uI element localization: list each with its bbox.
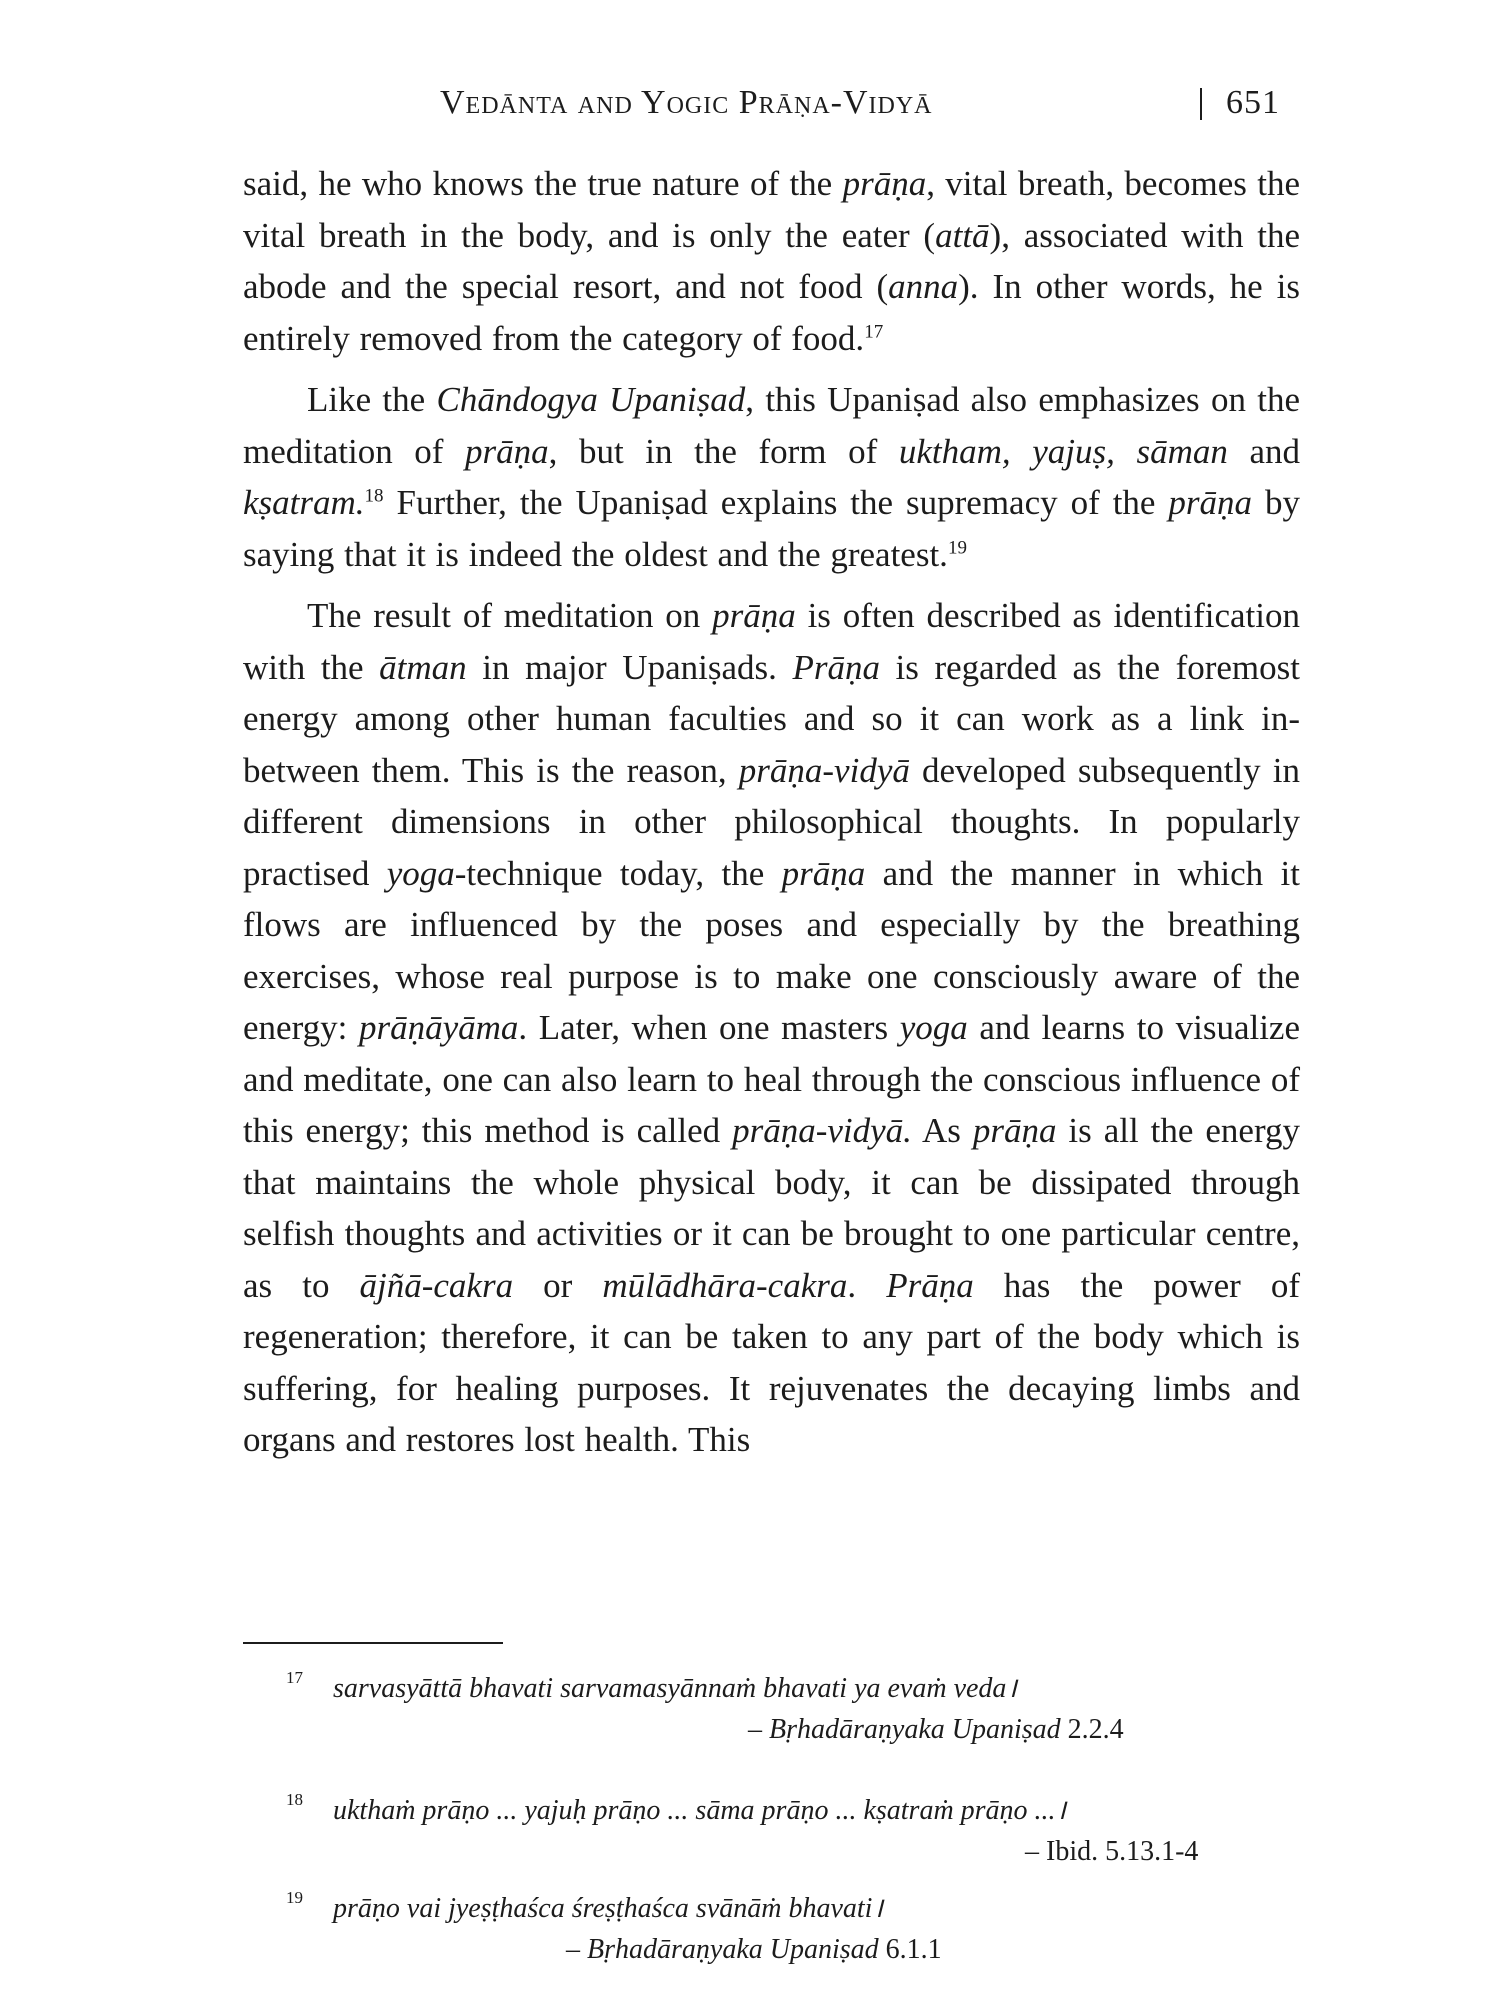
- italic-term: prāṇa: [712, 596, 796, 635]
- italic-term: Prāṇa: [792, 647, 880, 687]
- text-run: is all the energy that maintains the whole physical body, it can be dissipated through selfish thoughts and activities or it can be brought to one particular centre, as to: [243, 1111, 1300, 1305]
- italic-term: prāṇāyāma: [358, 1008, 519, 1047]
- running-title: Vedānta and Yogic Prāṇa-Vidyā: [440, 84, 933, 121]
- italic-term: mūlādhāra-cakra: [602, 1265, 848, 1305]
- text-run: has the power of regeneration; therefore, it can be taken to any part of the body which is suffering, for healing purposes. It rejuvenates the decaying limbs and organs and restores lost health. This: [243, 1265, 1300, 1459]
- italic-term: uktham, yajuṣ, sāman: [898, 431, 1228, 471]
- text-run: and: [1227, 431, 1300, 471]
- header-separator: [1200, 88, 1202, 120]
- footnote-18: [243, 1790, 1243, 1890]
- page-number: 651: [1226, 84, 1280, 121]
- paragraph: [243, 158, 1300, 364]
- footnote-number: 17: [286, 1668, 303, 1687]
- text-run: and the manner in which it flows are influenced by the poses and especially by the breathing exercises, whose real purpose is to make one consciously aware of the energy:: [243, 853, 1301, 1047]
- italic-term: prāṇa: [465, 431, 549, 471]
- italic-term: yoga-: [386, 853, 467, 893]
- italic-term: ātman: [379, 647, 467, 687]
- italic-term: prāṇa: [1168, 483, 1253, 522]
- paragraph: [243, 374, 1300, 580]
- footnote-19: [243, 1888, 1243, 1988]
- footnote-source: – Ibid. 5.13.1-4: [1025, 1836, 1199, 1867]
- text-run: Like the: [307, 380, 437, 419]
- text-run: , but in the form of: [548, 431, 899, 471]
- text-run: , vital breath, becomes the vital breath in the body, and is only the eater (: [243, 164, 1300, 255]
- paragraph: [243, 590, 1300, 1466]
- footnote-verse: prāṇo vai jyeṣṭhaśca śreṣṭhaśca svānāṁ bhavati।: [333, 1893, 884, 1924]
- italic-term: Prāṇa: [886, 1265, 974, 1305]
- italic-term: yoga: [899, 1008, 968, 1047]
- text-run: Further, the Upaniṣad explains the supremacy of the: [383, 483, 1169, 522]
- italic-term: anna: [888, 267, 959, 306]
- running-header: [440, 84, 1280, 134]
- italic-term: kṣatram.: [243, 483, 365, 522]
- text-run: or: [513, 1265, 603, 1305]
- footnote-ref: 18: [364, 485, 384, 507]
- footnote-number: 18: [286, 1790, 303, 1809]
- italic-term: attā: [935, 215, 990, 255]
- text-run: .: [847, 1265, 887, 1305]
- footnote-17: [243, 1668, 1243, 1768]
- footnote-ref: 19: [947, 536, 967, 558]
- footnote-number: 19: [286, 1888, 303, 1907]
- text-run: . Later, when one masters: [518, 1008, 900, 1047]
- italic-term: prāṇa: [842, 164, 927, 203]
- italic-term: prāṇa-vidyā: [738, 750, 910, 790]
- footnote-verse: sarvasyāttā bhavati sarvamasyānnaṁ bhavati ya evaṁ veda।: [333, 1673, 1018, 1704]
- text-run: ), associated with the abode and the special resort, and not food (: [243, 215, 1301, 306]
- footnote-ref: 17: [864, 320, 884, 342]
- text-run: is often described as identification with the: [243, 596, 1300, 687]
- text-run: As: [911, 1111, 973, 1150]
- italic-term: Chāndogya Upaniṣad: [436, 380, 746, 419]
- body-text: [243, 158, 1300, 1476]
- footnote-verse: ukthaṁ prāṇo ... yajuḥ prāṇo ... sāma prāṇo ... kṣatraṁ prāṇo ...।: [333, 1795, 1067, 1826]
- text-run: The result of meditation on: [307, 596, 713, 635]
- text-run: said, he who knows the true nature of the: [243, 164, 843, 203]
- text-run: in major Upaniṣads.: [466, 647, 793, 687]
- footnote-source: – Bṛhadāraṇyaka Upaniṣad 6.1.1: [566, 1934, 942, 1965]
- footnote-source: – Bṛhadāraṇyaka Upaniṣad 2.2.4: [748, 1714, 1124, 1745]
- italic-term: prāṇa: [781, 853, 866, 893]
- text-run: developed subsequently in different dimensions in other philosophical thoughts. In popularly practised: [243, 750, 1300, 893]
- text-run: ). In other words, he is entirely removed from the category of food.: [243, 267, 1301, 358]
- footnote-divider: [243, 1642, 503, 1644]
- text-run: , this Upaniṣad also emphasizes on the meditation of: [243, 380, 1300, 471]
- text-run: by saying that it is indeed the oldest and the greatest.: [243, 483, 1301, 574]
- text-run: is regarded as the foremost energy among other human faculties and so it can work as a link in-between them. This is the reason,: [243, 647, 1300, 790]
- italic-term: prāṇa-vidyā.: [732, 1111, 912, 1150]
- text-run: and learns to visualize and meditate, one can also learn to heal through the conscious influence of this energy; this method is called: [243, 1008, 1300, 1150]
- italic-term: ājñā-cakra: [359, 1265, 514, 1305]
- italic-term: prāṇa: [972, 1111, 1057, 1150]
- text-run: technique today, the: [466, 853, 782, 893]
